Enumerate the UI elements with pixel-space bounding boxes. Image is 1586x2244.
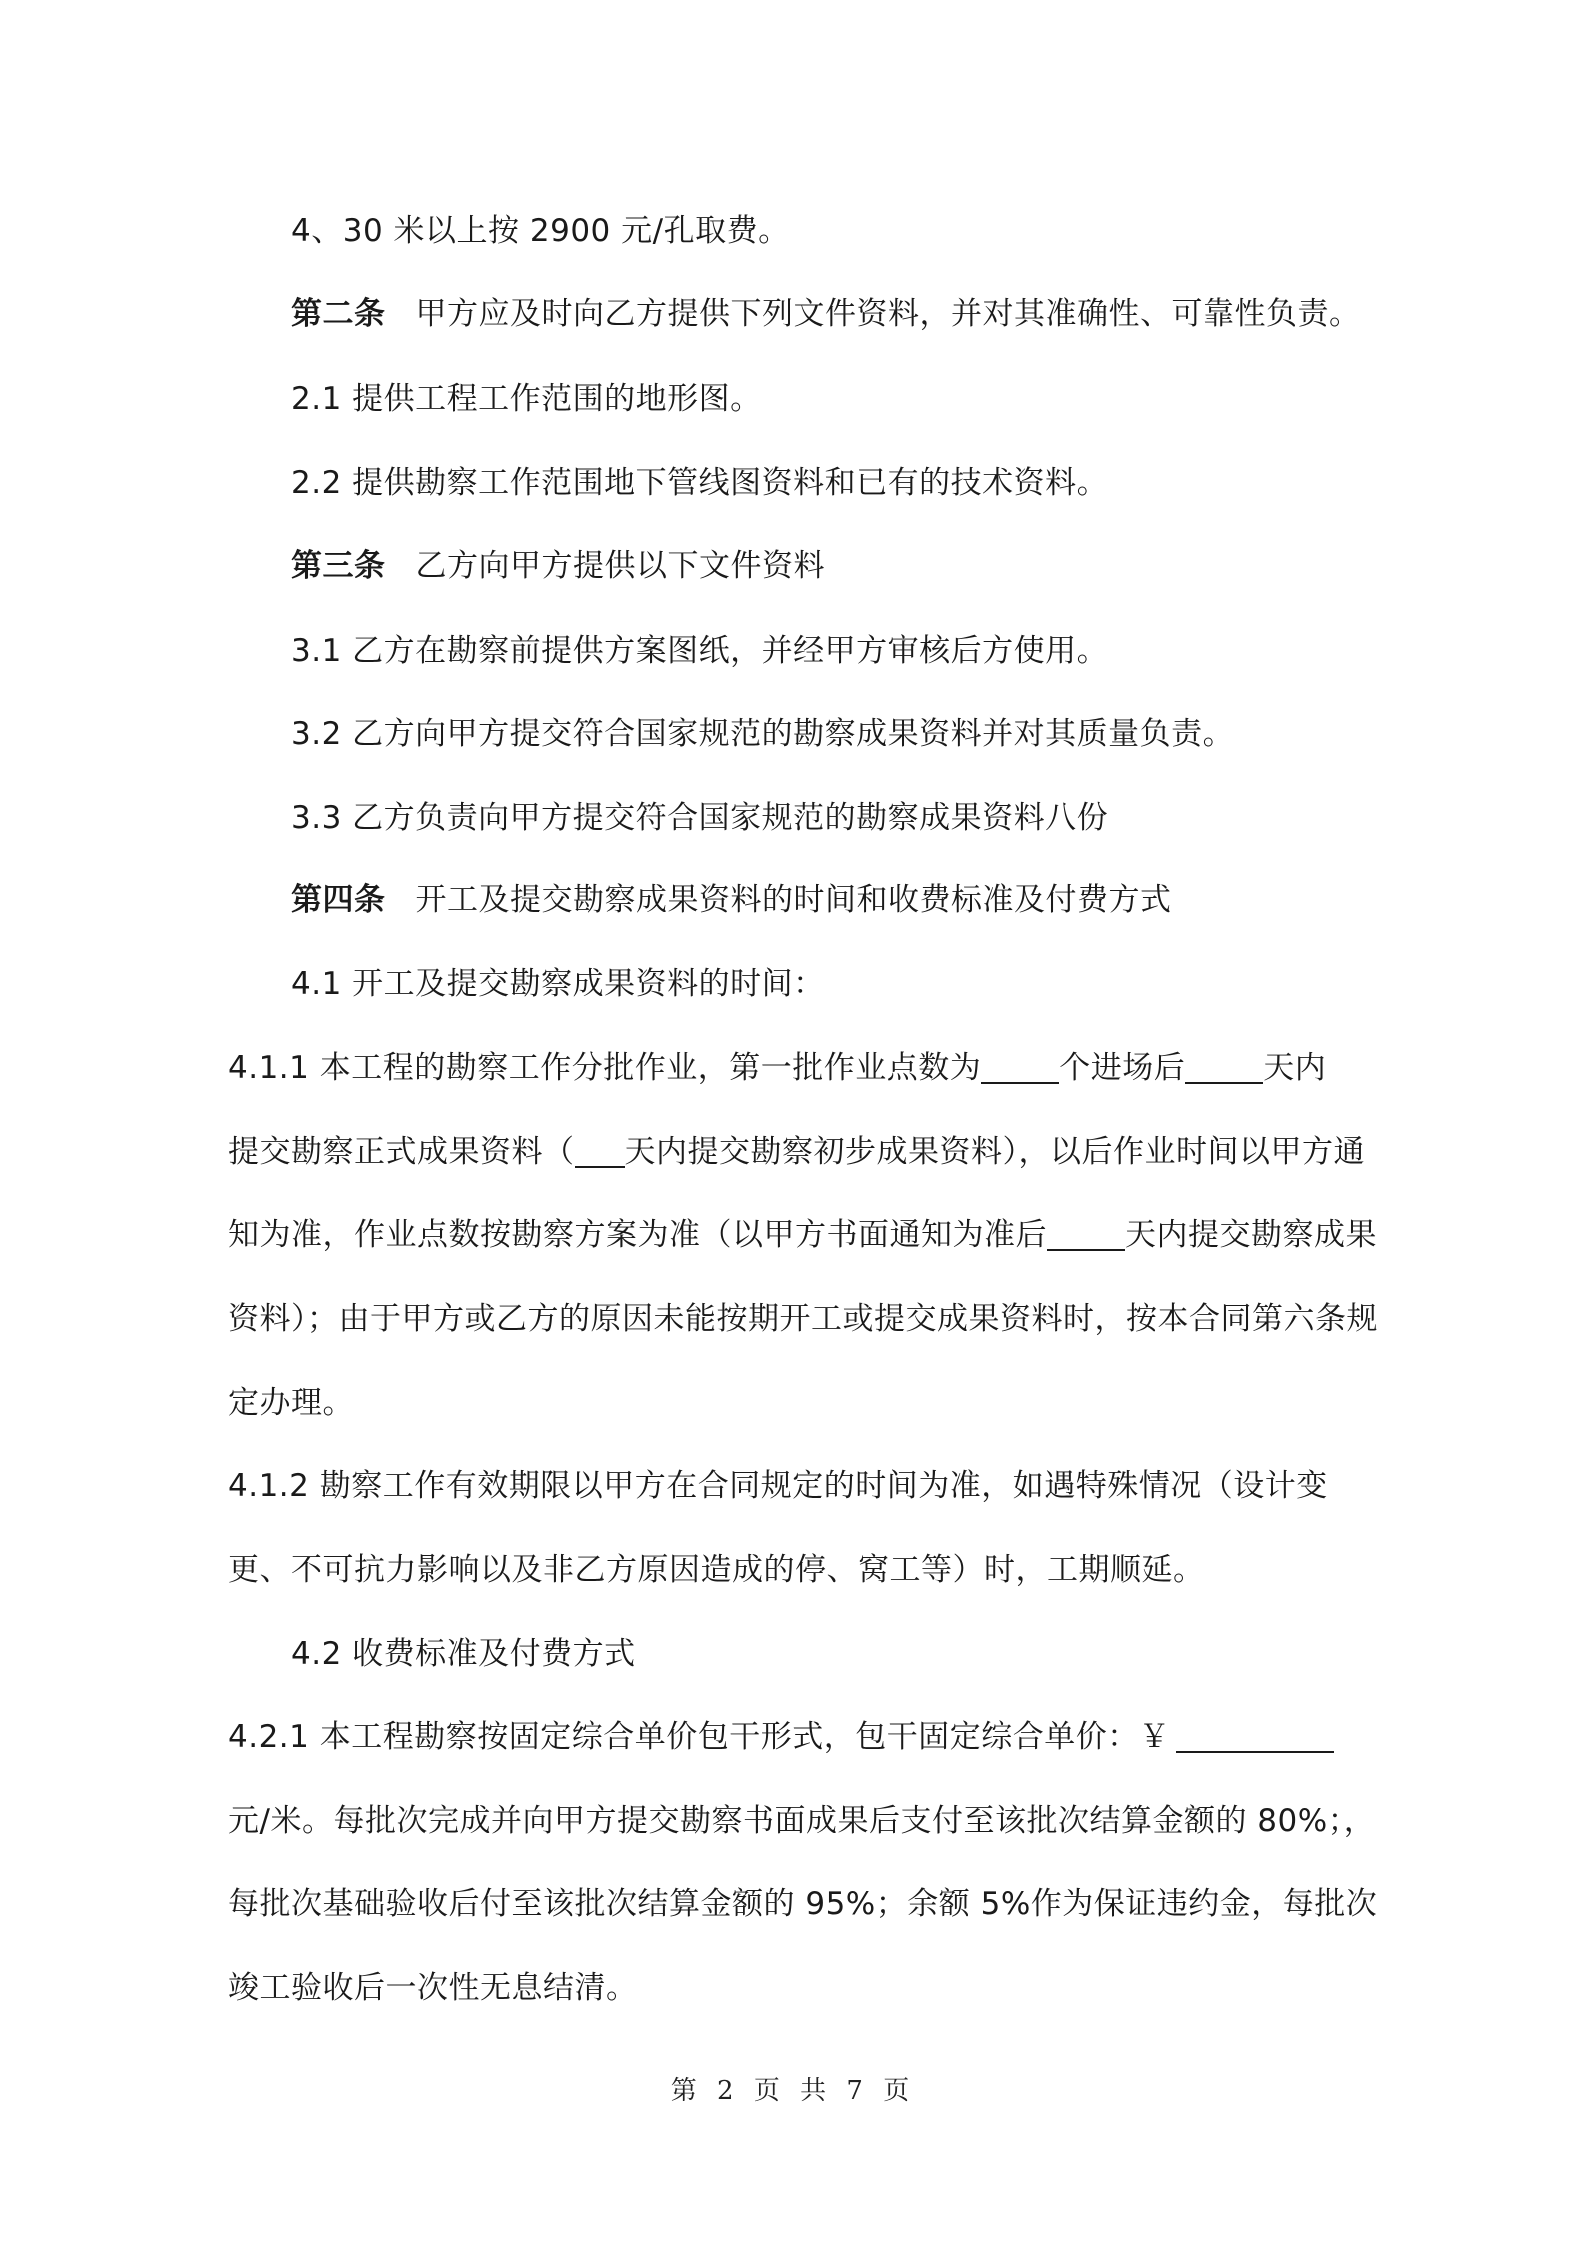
clause-4-2: 4.2 收费标准及付费方式	[291, 1636, 636, 1672]
blank-days-preliminary	[575, 1136, 625, 1168]
clause-4-1-1-text-c: 天内	[1263, 1050, 1327, 1086]
blank-point-count	[981, 1052, 1059, 1084]
blank-days-after-notice	[1047, 1219, 1125, 1251]
blank-days-formal	[1185, 1052, 1263, 1084]
clause-3-2: 3.2 乙方向甲方提交符合国家规范的勘察成果资料并对其质量负责。	[291, 716, 1235, 752]
article-4-text: 开工及提交勘察成果资料的时间和收费标准及付费方式	[415, 882, 1172, 918]
clause-4-2-1-line-1	[228, 1711, 1404, 1756]
clause-4-fee-line: 4、30 米以上按 2900 元/孔取费。	[291, 213, 790, 249]
clause-4-1-1-text-f: 知为准，作业点数按勘察方案为准（以甲方书面通知为准后	[228, 1217, 1047, 1253]
article-2-number: 第二条	[291, 296, 386, 332]
clause-4-1-1-line-1	[228, 1042, 1404, 1087]
clause-4-2-1-text-a: 4.2.1 本工程勘察按固定综合单价包干形式，包干固定综合单价：￥	[228, 1719, 1171, 1755]
clause-2-2: 2.2 提供勘察工作范围地下管线图资料和已有的技术资料。	[291, 465, 1109, 501]
clause-4-1-1-text-b: 个进场后	[1059, 1050, 1186, 1086]
article-4-heading	[291, 874, 1404, 919]
clause-4-1-2-line-1: 4.1.2 勘察工作有效期限以甲方在合同规定的时间为准，如遇特殊情况（设计变	[228, 1468, 1328, 1504]
article-2-text: 甲方应及时向乙方提供下列文件资料，并对其准确性、可靠性负责。	[415, 296, 1361, 332]
clause-4-1-1-text-e: 天内提交勘察初步成果资料），以后作业时间以甲方通	[624, 1134, 1365, 1170]
article-3-number: 第三条	[291, 548, 386, 584]
article-3-heading	[291, 540, 1404, 585]
clause-3-3: 3.3 乙方负责向甲方提交符合国家规范的勘察成果资料八份	[291, 800, 1109, 836]
article-2-heading	[291, 288, 1404, 333]
clause-4-1: 4.1 开工及提交勘察成果资料的时间：	[291, 966, 825, 1002]
clause-4-2-1-line-2: 元/米。每批次完成并向甲方提交勘察书面成果后支付至该批次结算金额的 80%；，	[228, 1803, 1376, 1839]
clause-4-2-1-line-4: 竣工验收后一次性无息结清。	[228, 1970, 638, 2006]
clause-4-1-2-line-2: 更、不可抗力影响以及非乙方原因造成的停、窝工等）时，工期顺延。	[228, 1552, 1205, 1588]
blank-unit-price	[1176, 1721, 1334, 1753]
clause-4-1-1-text-a: 4.1.1 本工程的勘察工作分批作业，第一批作业点数为	[228, 1050, 982, 1086]
clause-4-1-1-line-3	[228, 1209, 1404, 1254]
article-3-text: 乙方向甲方提供以下文件资料	[415, 548, 825, 584]
clause-4-1-1-line-2	[228, 1126, 1404, 1171]
page-footer: 第 2 页 共 7 页	[670, 2076, 916, 2106]
clause-4-1-1-line-4: 资料）；由于甲方或乙方的原因未能按期开工或提交成果资料时，按本合同第六条规	[228, 1301, 1378, 1337]
clause-3-1: 3.1 乙方在勘察前提供方案图纸，并经甲方审核后方使用。	[291, 633, 1109, 669]
clause-4-1-1-line-5: 定办理。	[228, 1385, 354, 1421]
article-4-number: 第四条	[291, 882, 386, 918]
clause-4-2-1-line-3: 每批次基础验收后付至该批次结算金额的 95%；余额 5%作为保证违约金，每批次	[228, 1886, 1378, 1922]
clause-4-1-1-text-d: 提交勘察正式成果资料（	[228, 1134, 575, 1170]
clause-4-1-1-text-g: 天内提交勘察成果	[1125, 1217, 1377, 1253]
clause-2-1: 2.1 提供工程工作范围的地形图。	[291, 381, 762, 417]
